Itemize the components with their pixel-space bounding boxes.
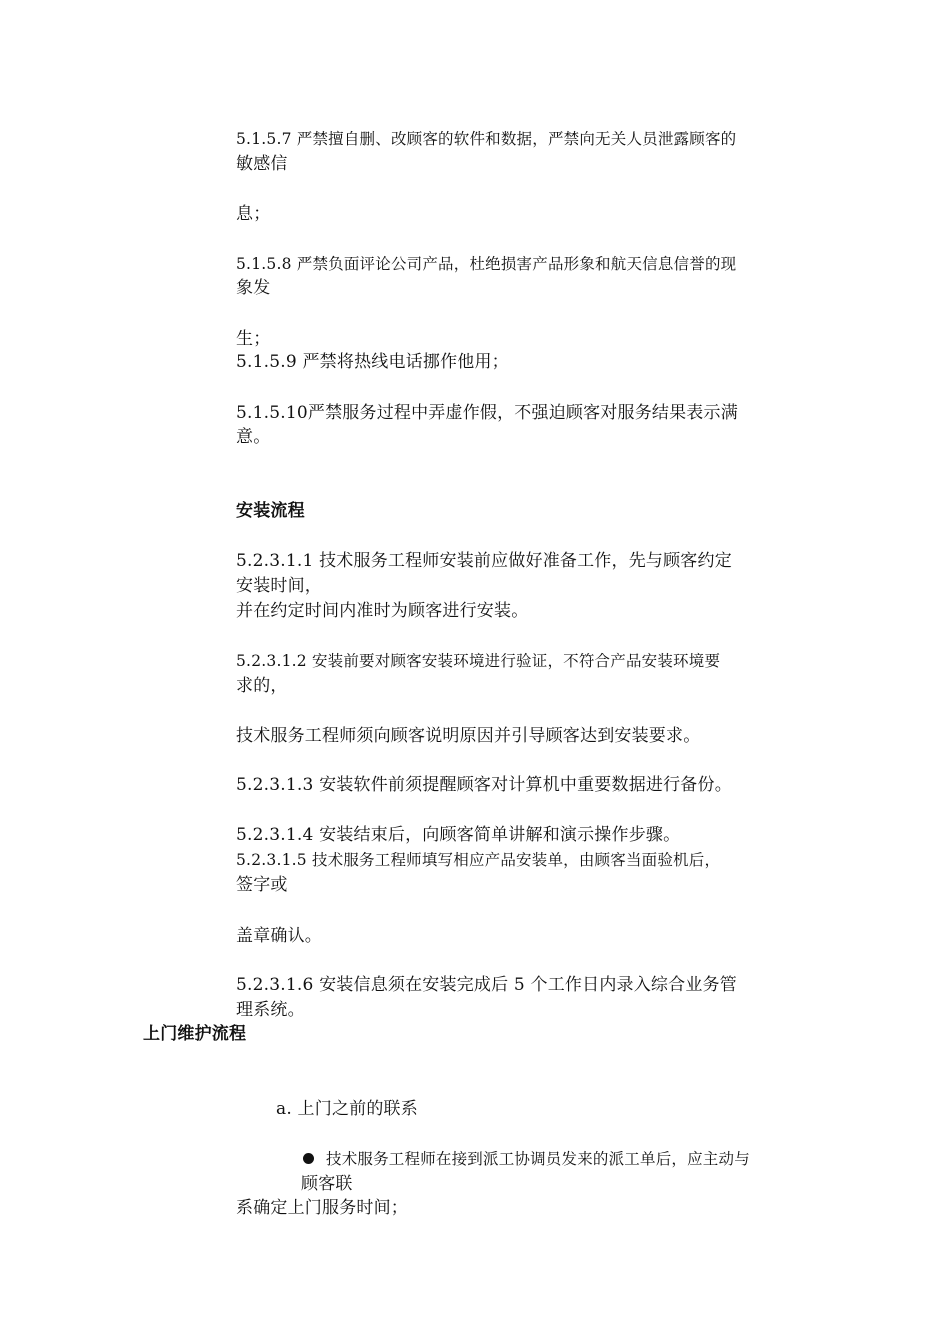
bullet-item-line1: 技术服务工程师在接到派工协调员发来的派工单后，应主动与 xyxy=(326,1150,750,1168)
clause-5-2-3-1-2-line1: 5.2.3.1.2 安装前要对顾客安装环境进行验证，不符合产品安装环境要 xyxy=(236,652,721,670)
sub-item-a: a. 上门之前的联系 xyxy=(276,1099,418,1119)
clause-5-2-3-1-1-line2: 安装时间， xyxy=(236,576,322,596)
bullet-icon xyxy=(303,1153,314,1164)
clause-5-1-5-9: 5.1.5.9 严禁将热线电话挪作他用； xyxy=(236,352,509,372)
clause-5-2-3-1-3: 5.2.3.1.3 安装软件前须提醒顾客对计算机中重要数据进行备份。 xyxy=(236,775,732,795)
bullet-item-line3: 系确定上门服务时间； xyxy=(236,1198,408,1218)
clause-5-2-3-1-4: 5.2.3.1.4 安装结束后，向顾客简单讲解和演示操作步骤。 xyxy=(236,825,681,845)
clause-5-1-5-8-line2: 象发 xyxy=(236,278,271,298)
clause-5-1-5-8-line3: 生； xyxy=(236,329,271,349)
clause-5-2-3-1-6-line2: 理系统。 xyxy=(236,1000,305,1020)
clause-5-1-5-7-line1: 5.1.5.7 严禁擅自删、改顾客的软件和数据，严禁向无关人员泄露顾客的 xyxy=(236,130,737,148)
clause-5-2-3-1-5-line1: 5.2.3.1.5 技术服务工程师填写相应产品安装单，由顾客当面验机后， xyxy=(236,851,721,869)
clause-5-1-5-10-line2: 意。 xyxy=(236,427,271,447)
clause-5-1-5-7-line3: 息； xyxy=(236,204,271,224)
clause-5-1-5-10-line1: 5.1.5.10严禁服务过程中弄虚作假，不强迫顾客对服务结果表示满 xyxy=(236,403,738,423)
clause-5-2-3-1-6-line1: 5.2.3.1.6 安装信息须在安装完成后 5 个工作日内录入综合业务管 xyxy=(236,975,737,995)
clause-5-2-3-1-5-line2: 签字或 xyxy=(236,875,288,895)
clause-5-2-3-1-5-line3: 盖章确认。 xyxy=(236,926,322,946)
clause-5-2-3-1-2-line3: 技术服务工程师须向顾客说明原因并引导顾客达到安装要求。 xyxy=(236,726,701,746)
section-heading-onsite-maintenance: 上门维护流程 xyxy=(143,1024,247,1044)
clause-5-2-3-1-1-line3: 并在约定时间内准时为顾客进行安装。 xyxy=(236,601,529,621)
clause-5-1-5-8-line1: 5.1.5.8 严禁负面评论公司产品，杜绝损害产品形象和航天信息信誉的现 xyxy=(236,255,737,273)
clause-5-2-3-1-1-line1: 5.2.3.1.1 技术服务工程师安装前应做好准备工作，先与顾客约定 xyxy=(236,551,732,571)
clause-5-1-5-7-line2: 敏感信 xyxy=(236,154,288,174)
section-heading-installation: 安装流程 xyxy=(236,501,305,521)
clause-5-2-3-1-2-line2: 求的， xyxy=(236,676,288,696)
bullet-item-line2: 顾客联 xyxy=(301,1174,353,1194)
